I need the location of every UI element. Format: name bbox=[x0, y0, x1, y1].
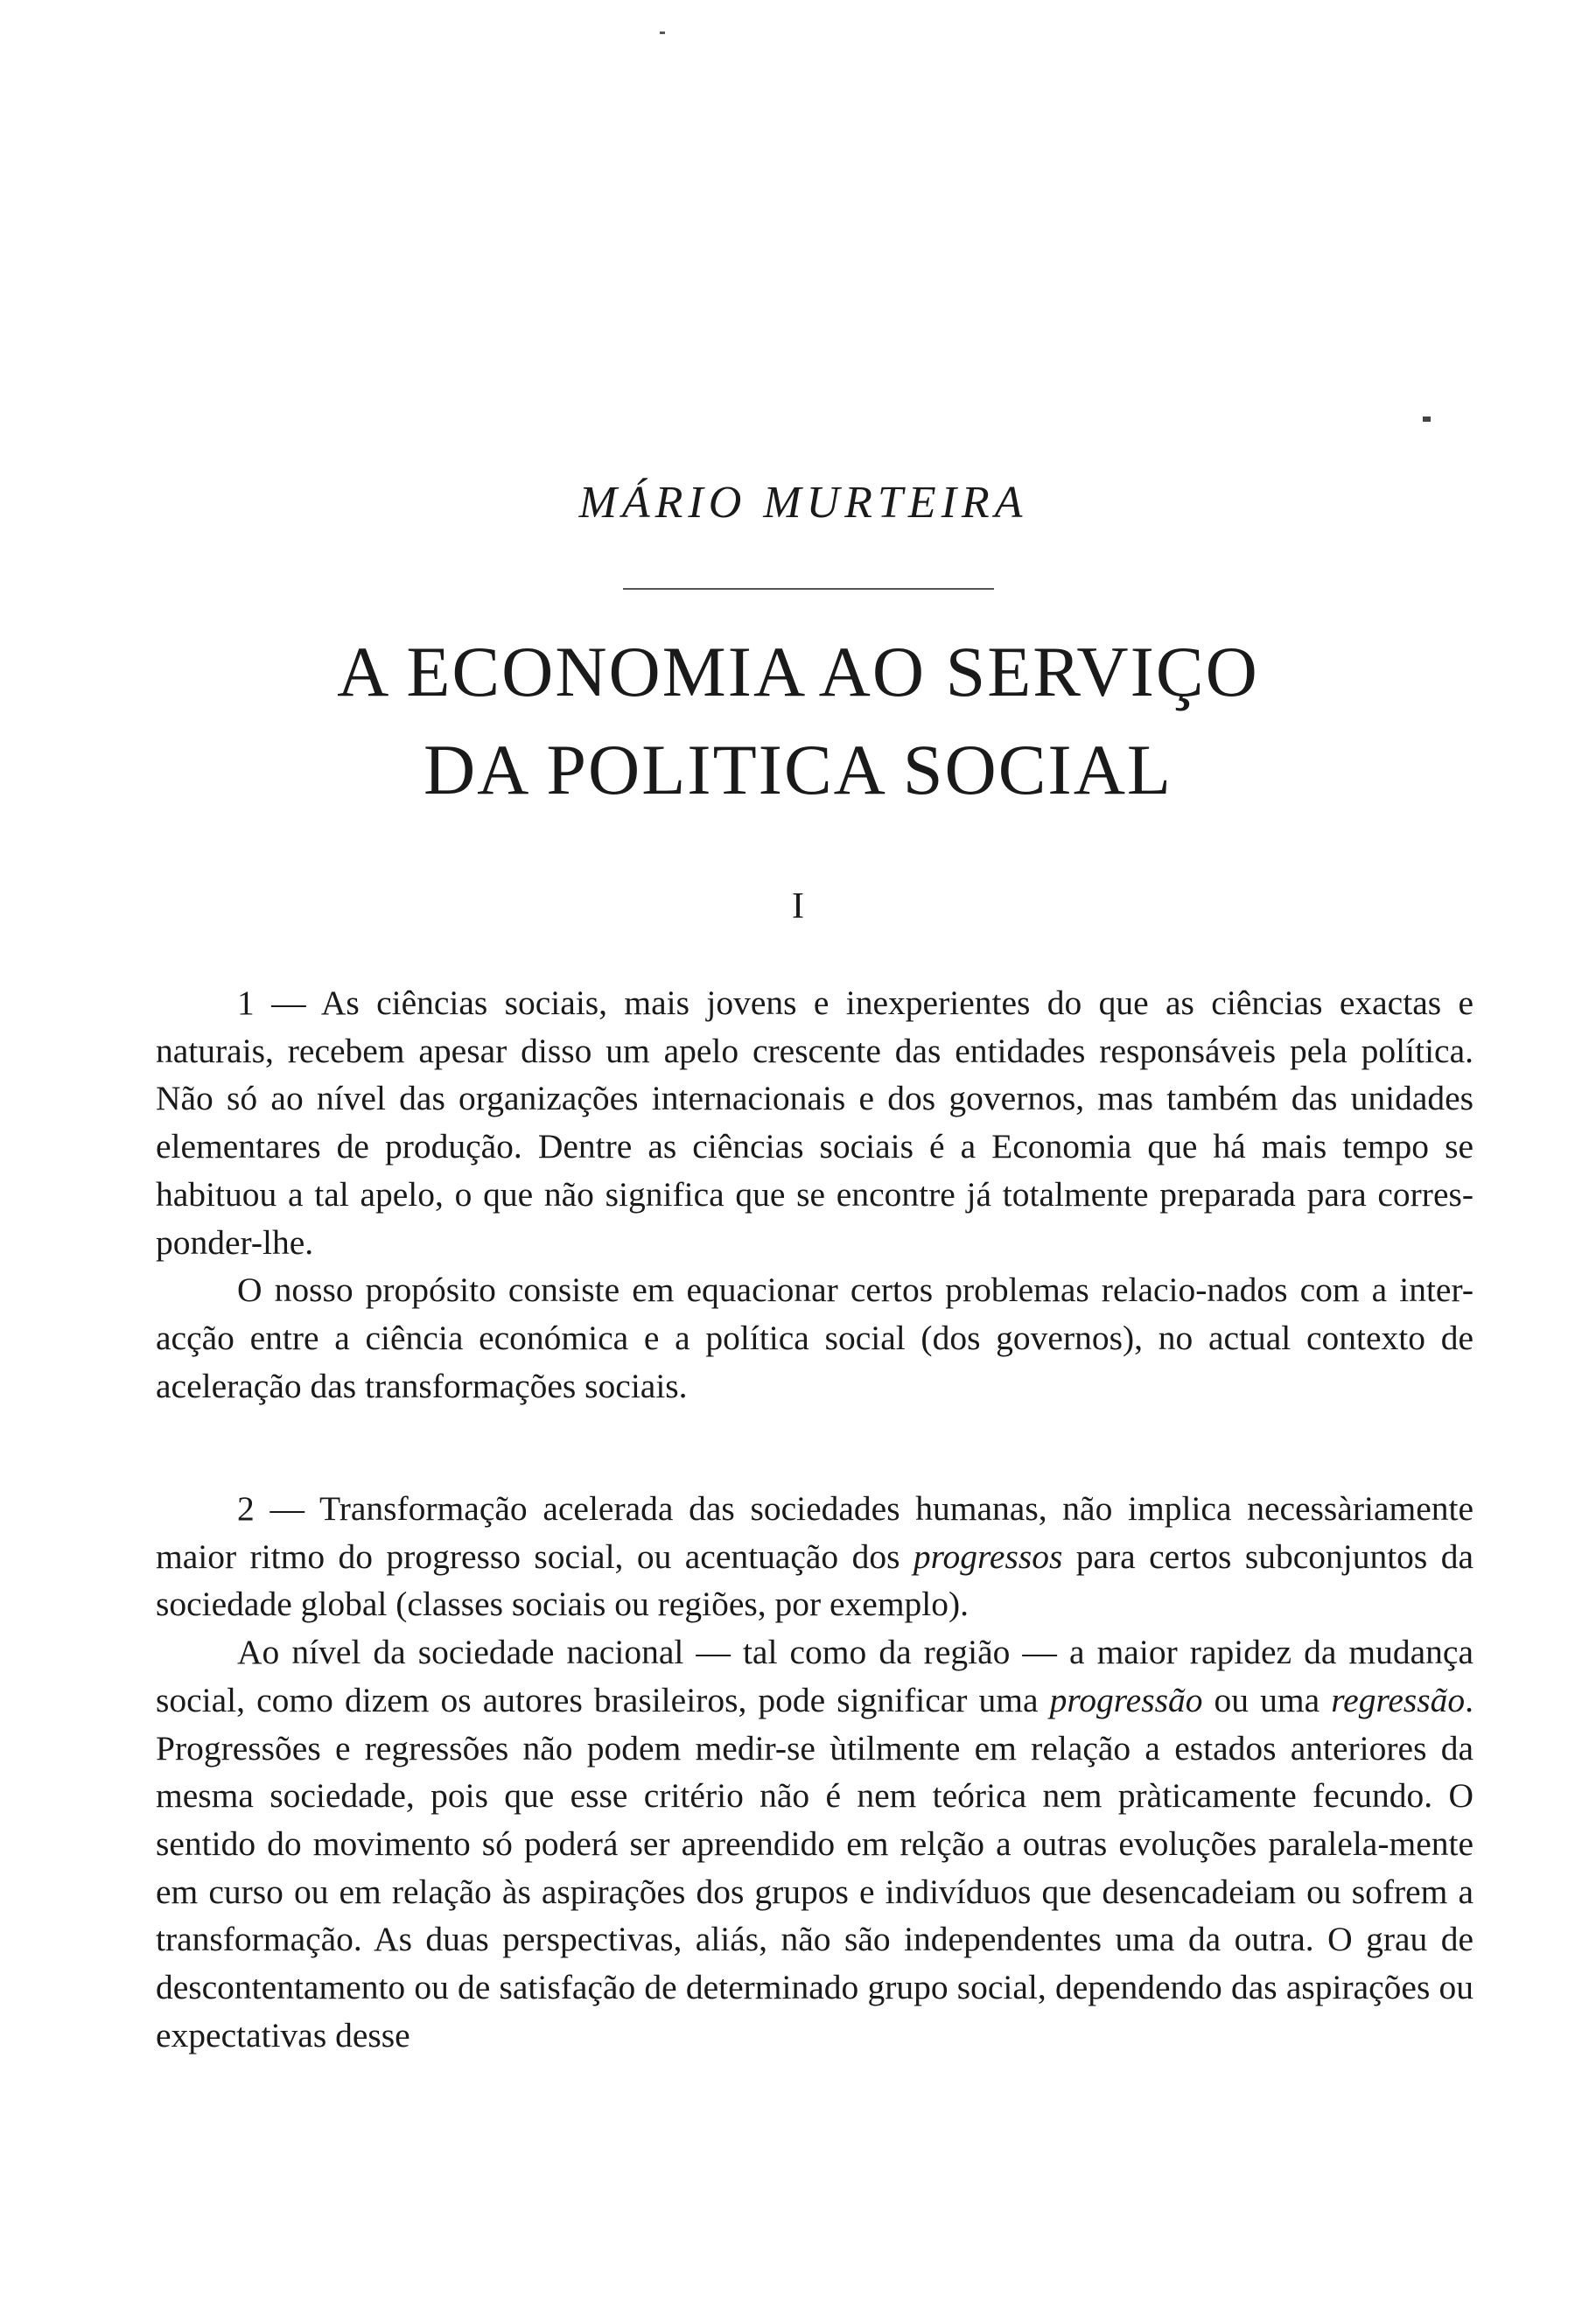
paragraph-text: ou uma bbox=[1202, 1680, 1332, 1719]
article-title-line-1: A ECONOMIA AO SERVIÇO bbox=[337, 632, 1259, 711]
title-divider bbox=[623, 588, 994, 590]
author-name: MÁRIO MURTEIRA bbox=[578, 478, 1028, 528]
body-block-1 bbox=[156, 979, 1474, 1410]
article-title-line-2: DA POLITICA SOCIAL bbox=[423, 730, 1173, 809]
paragraph-text: para certos subconjuntos da sociedade global (classes sociais ou regiões, por exemplo). bbox=[156, 1536, 1474, 1624]
scan-speck bbox=[660, 32, 665, 34]
emphasis-text: regressão bbox=[1331, 1680, 1466, 1719]
scan-speck bbox=[1423, 416, 1431, 422]
article-title bbox=[0, 623, 1596, 819]
paragraph: 1 — As ciências sociais, mais jovens e inexperientes do que as ciências exactas e naturais, recebem apesar disso um apelo crescente das entidades responsáveis pela política. Não só ao nível das organizações internacionais e dos governos, mas também das unidades elementares de produção. Dentre as ciências sociais é a Economia que há mais tempo se habituou a tal apelo, o que não significa que se encontre já totalmente preparada para corres-ponder-lhe. bbox=[156, 984, 1474, 1262]
paragraph-text: . Progressões e regressões não podem medir-se ùtilmente em relação a estados anteriores da mesma sociedade, pois que esse critério não é nem teórica nem pràticamente fecundo. O sentido do movimento só poderá ser apreendido em relção a outras evoluções paralela-mente em curso ou em relação às aspirações dos grupos e indivíduos que desencadeiam ou sofrem a transformação. As duas perspectivas, aliás, não são independentes uma da outra. O grau de descontentamento ou de satisfação de determinado grupo social, dependendo das aspirações ou expectativas desse bbox=[156, 1680, 1474, 2054]
section-numeral: I bbox=[792, 886, 804, 927]
emphasis-text: progressão bbox=[1049, 1680, 1203, 1719]
paragraph bbox=[156, 1485, 1474, 1628]
emphasis-text: progressos bbox=[913, 1536, 1063, 1576]
paragraph-text: Ao nível da sociedade nacional — tal como da região — a maior rapidez da mudança social, como dizem os autores brasileiros, pode significar uma bbox=[156, 1633, 1474, 1719]
paragraph-text: 2 — Transformação acelerada das sociedades humanas, não implica necessàriamente maior ritmo do progresso social, ou acentuação dos bbox=[156, 1489, 1474, 1576]
paragraph bbox=[156, 1628, 1474, 2059]
paragraph: O nosso propósito consiste em equacionar certos problemas relacio-nados com a inter-acção entre a ciência económica e a política social (dos governos), no actual contexto de aceleração das transformações sociais. bbox=[156, 1270, 1474, 1405]
body-block-2 bbox=[156, 1485, 1474, 2059]
